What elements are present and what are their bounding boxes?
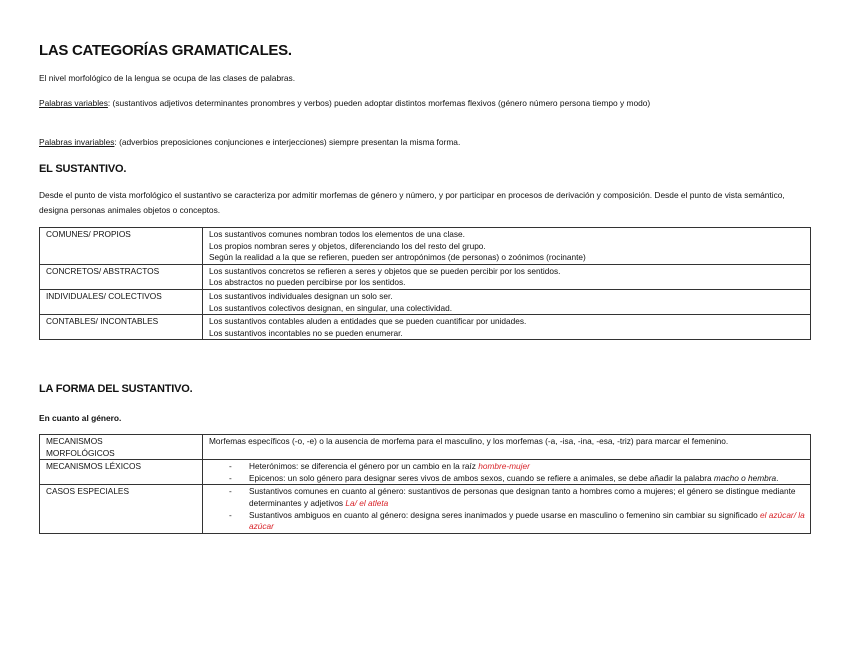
sustantivo-types-table [39, 227, 811, 340]
row-label: CONCRETOS/ ABSTRACTOS [40, 264, 203, 289]
item-text: Heterónimos: se diferencia el género por un cambio en la raíz [249, 461, 479, 472]
row-content [203, 315, 811, 340]
row-label [40, 435, 203, 460]
row-label-line: MECANISMOS [46, 436, 103, 446]
forma-heading: LA FORMA DEL SUSTANTIVO. [39, 383, 193, 395]
sustantivo-heading: EL SUSTANTIVO. [39, 163, 127, 175]
row-line: Los abstractos no pueden percibirse por los sentidos. [209, 277, 406, 288]
item-text: Sustantivos comunes en cuanto al género: sustantivos de personas que designan tanto a hombres como a mujeres; el género se distingue mediante determinantes y adjetivos [249, 486, 796, 508]
row-line: Los sustantivos contables aluden a entidades que se pueden cuantificar por unidades. [209, 316, 527, 327]
example-text: el azúcar/ la azúcar [249, 509, 805, 532]
table-row [40, 289, 811, 314]
invariables-term: Palabras invariables [39, 137, 115, 147]
variables-term: Palabras variables [39, 98, 108, 108]
sustantivo-paragraph: Desde el punto de vista morfológico el sustantivo se caracteriza por admitir morfemas de género y número, y por participar en procesos de derivación y composición. Desde el punto de vista semántico, designa personas animales objetos o conceptos. [39, 190, 785, 215]
table-row [40, 228, 811, 265]
table-row [40, 460, 811, 485]
item-text: Sustantivos ambiguos en cuanto al género: designa seres inanimados y puede usarse en masculino o femenino sin cambiar su significado [249, 509, 761, 520]
row-line: Según la realidad a la que se refieren, pueden ser antropónimos (de personas) o zoónimos (rocinante) [209, 252, 586, 263]
row-content [203, 228, 811, 265]
variables-paragraph [39, 96, 811, 111]
row-content [203, 289, 811, 314]
page-title: LAS CATEGORÍAS GRAMATICALES. [39, 42, 292, 59]
genero-subheading: En cuanto al género. [39, 413, 122, 423]
row-line: Los sustantivos colectivos designan, en singular, una colectividad. [209, 302, 453, 313]
especiales-list [209, 486, 806, 532]
item-end: . [776, 472, 779, 483]
table-row [40, 485, 811, 533]
row-content [203, 264, 811, 289]
row-content [203, 460, 811, 485]
list-item [229, 510, 806, 533]
row-line: Los propios nombran seres y objetos, diferenciando los del resto del grupo. [209, 240, 486, 251]
item-text: Epicenos: un solo género para designar seres vivos de ambos sexos, cuando se refiere a animales, se debe añadir la palabra [249, 472, 714, 483]
list-item [229, 473, 806, 485]
row-label: CASOS ESPECIALES [40, 485, 203, 533]
row-label: CONTABLES/ INCONTABLES [40, 315, 203, 340]
row-line: Los sustantivos comunes nombran todos los elementos de una clase. [209, 229, 465, 239]
invariables-text: : (adverbios preposiciones conjunciones e interjecciones) siempre presentan la misma forma. [114, 137, 461, 147]
genero-table [39, 434, 811, 534]
table-row [40, 315, 811, 340]
example-text: hombre-mujer [478, 461, 530, 472]
example-text: La/ el atleta [345, 497, 389, 508]
row-label: COMUNES/ PROPIOS [40, 228, 203, 265]
table-row [40, 264, 811, 289]
row-label: MECANISMOS LÉXICOS [40, 460, 203, 485]
list-item [229, 461, 806, 473]
invariables-paragraph [39, 135, 811, 150]
lexicos-list [209, 461, 806, 484]
list-item [229, 486, 806, 509]
row-line: Los sustantivos incontables no se pueden enumerar. [209, 327, 403, 338]
table-row [40, 435, 811, 460]
variables-text: : (sustantivos adjetivos determinantes pronombres y verbos) pueden adoptar distintos morfemas flexivos (género número persona tiempo y modo) [107, 98, 651, 108]
intro-paragraph: El nivel morfológico de la lengua se ocupa de las clases de palabras. [39, 73, 296, 83]
row-content: Morfemas específicos (-o, -e) o la ausencia de morfema para el masculino, y los morfemas (-a, -isa, -ina, -esa, -triz) para marcar el femenino. [203, 435, 811, 460]
row-label: INDIVIDUALES/ COLECTIVOS [40, 289, 203, 314]
example-text: macho o hembra [713, 472, 777, 483]
row-content [203, 485, 811, 533]
row-label-line: MORFOLÓGICOS [46, 447, 115, 458]
row-line: Los sustantivos individuales designan un solo ser. [209, 290, 393, 301]
row-line: Los sustantivos concretos se refieren a seres y objetos que se pueden percibir por los sentidos. [209, 265, 561, 276]
